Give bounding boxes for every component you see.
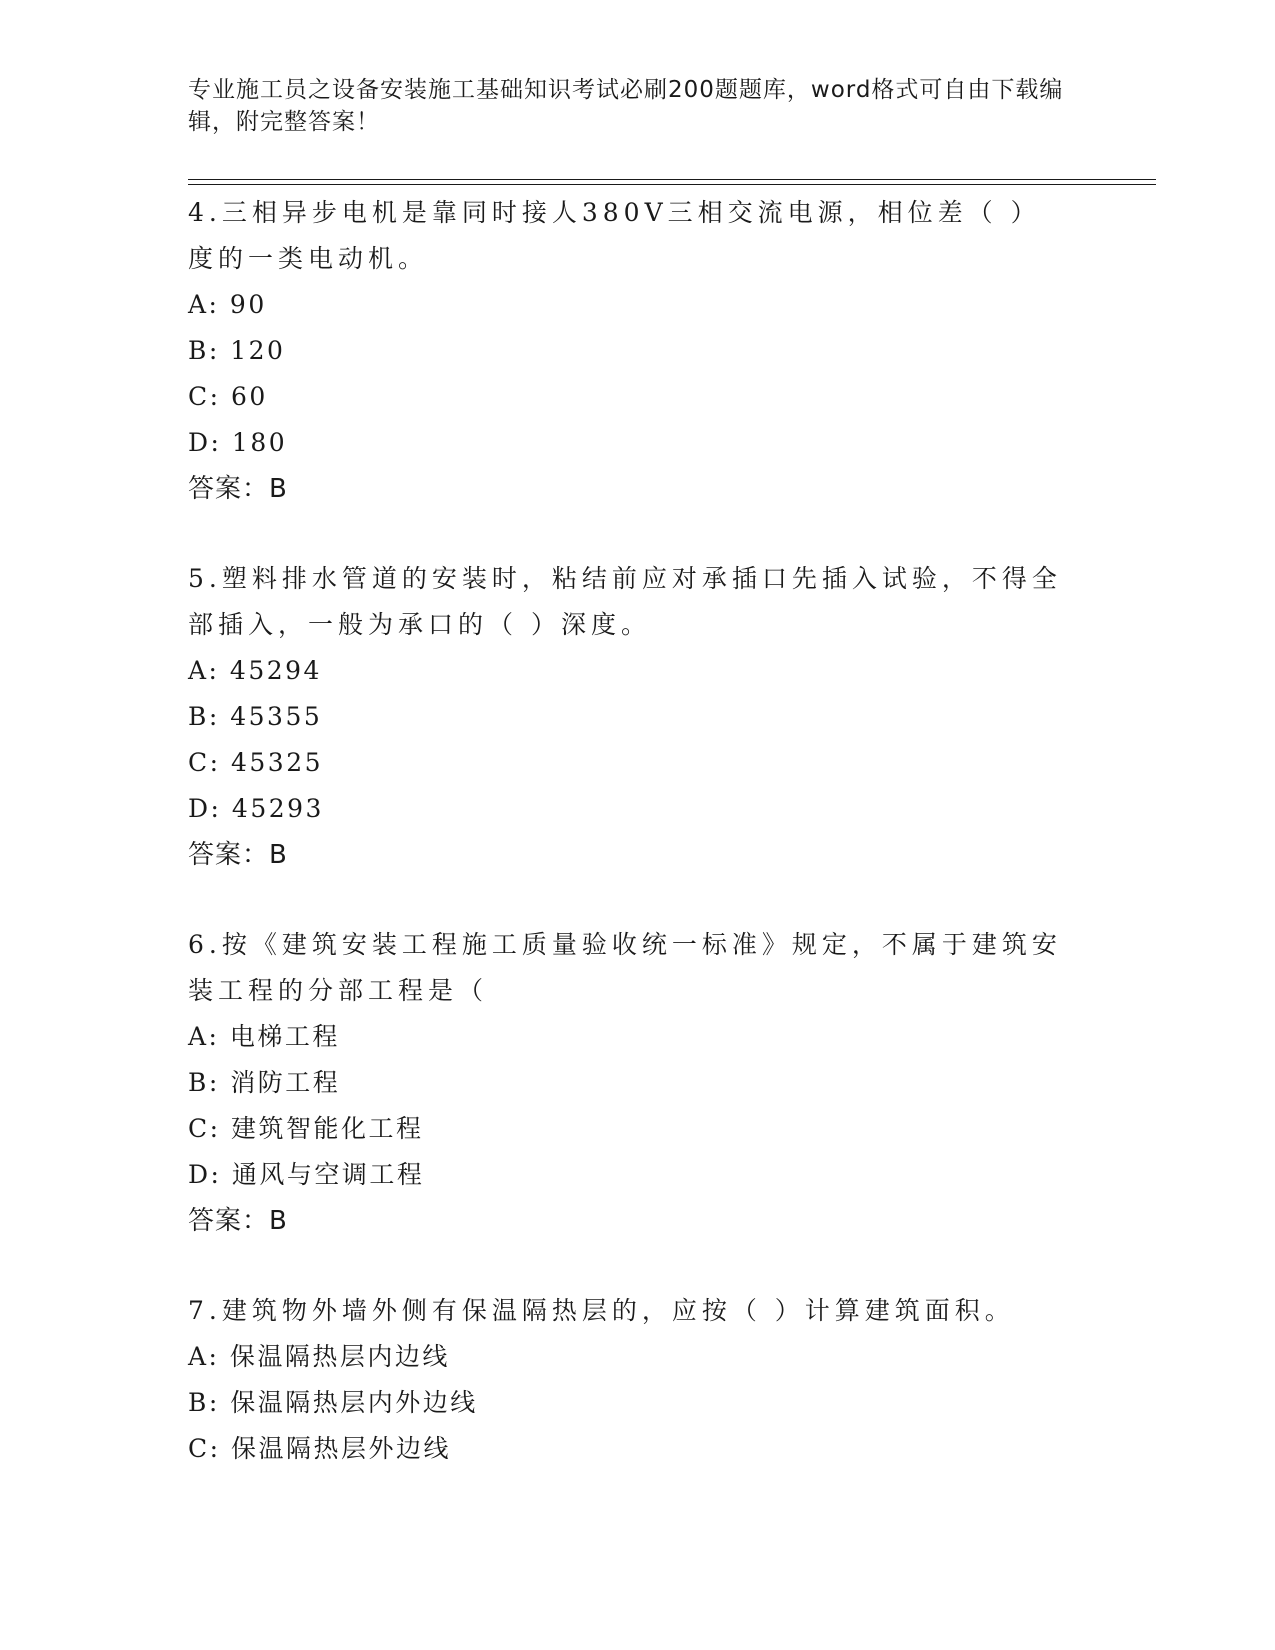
option-b: B: 消防工程 (188, 1068, 341, 1097)
option-d: D: 45293 (188, 794, 324, 823)
option-c: C: 建筑智能化工程 (188, 1114, 424, 1143)
option-b: B: 120 (188, 336, 286, 365)
option-a: A: 保温隔热层内边线 (188, 1342, 450, 1371)
option-b: B: 45355 (188, 702, 323, 731)
question-stem: 4.三相异步电机是靠同时接人380V三相交流电源，相位差（ ）度的一类电动机。 (188, 198, 1041, 273)
header-divider-top (188, 179, 1156, 180)
question-6 (188, 922, 1068, 1244)
option-c: C: 60 (188, 382, 268, 411)
option-a: A: 电梯工程 (188, 1022, 340, 1051)
answer: 答案：B (188, 840, 288, 870)
option-d: D: 通风与空调工程 (188, 1160, 425, 1189)
question-4 (188, 190, 1068, 512)
option-a: A: 90 (188, 290, 267, 319)
header-divider-bottom (188, 184, 1156, 185)
question-7 (188, 1288, 1068, 1472)
option-c: C: 保温隔热层外边线 (188, 1434, 451, 1463)
answer: 答案：B (188, 1206, 288, 1236)
question-stem: 6.按《建筑安装工程施工质量验收统一标准》规定，不属于建筑安装工程的分部工程是（ (188, 930, 1062, 1005)
option-b: B: 保温隔热层内外边线 (188, 1388, 478, 1417)
question-stem: 7.建筑物外墙外侧有保温隔热层的，应按（ ）计算建筑面积。 (188, 1296, 1015, 1325)
question-stem: 5.塑料排水管道的安装时，粘结前应对承插口先插入试验，不得全部插入，一般为承口的（ ）深度。 (188, 564, 1062, 639)
option-d: D: 180 (188, 428, 288, 457)
option-c: C: 45325 (188, 748, 324, 777)
document-header: 专业施工员之设备安装施工基础知识考试必刷200题题库，word格式可自由下载编辑，附完整答案！ (188, 77, 1064, 135)
option-a: A: 45294 (188, 656, 322, 685)
question-5 (188, 556, 1068, 878)
answer: 答案：B (188, 474, 288, 504)
